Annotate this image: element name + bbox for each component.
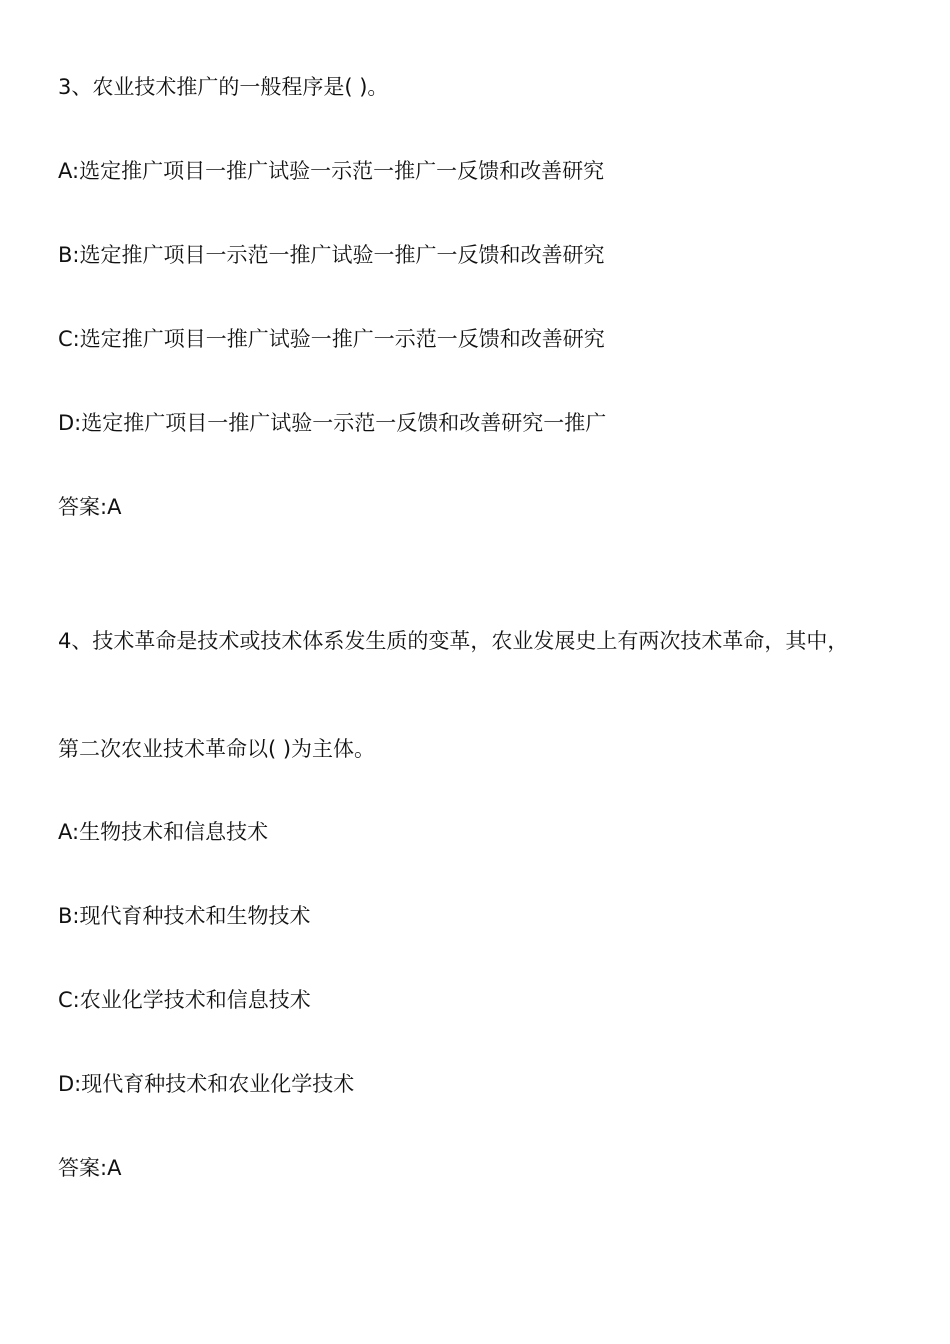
option-d: D:现代育种技术和农业化学技术 (58, 1072, 355, 1096)
option-b: B:选定推广项目一示范一推广试验一推广一反馈和改善研究 (58, 243, 605, 267)
option-c: C:农业化学技术和信息技术 (58, 988, 311, 1012)
option-c: C:选定推广项目一推广试验一推广一示范一反馈和改善研究 (58, 327, 605, 351)
option-d: D:选定推广项目一推广试验一示范一反馈和改善研究一推广 (58, 411, 607, 435)
question-stem: 4、技术革命是技术或技术体系发生质的变革，农业发展史上有两次技术革命，其中， (58, 629, 849, 653)
question-stem: 3、农业技术推广的一般程序是( )。 (58, 75, 389, 99)
answer: 答案:A (58, 1156, 122, 1180)
option-a: A:生物技术和信息技术 (58, 820, 269, 844)
option-a: A:选定推广项目一推广试验一示范一推广一反馈和改善研究 (58, 159, 605, 183)
answer: 答案:A (58, 495, 122, 519)
option-b: B:现代育种技术和生物技术 (58, 904, 311, 928)
question-stem-continued: 第二次农业技术革命以( )为主体。 (58, 737, 376, 761)
